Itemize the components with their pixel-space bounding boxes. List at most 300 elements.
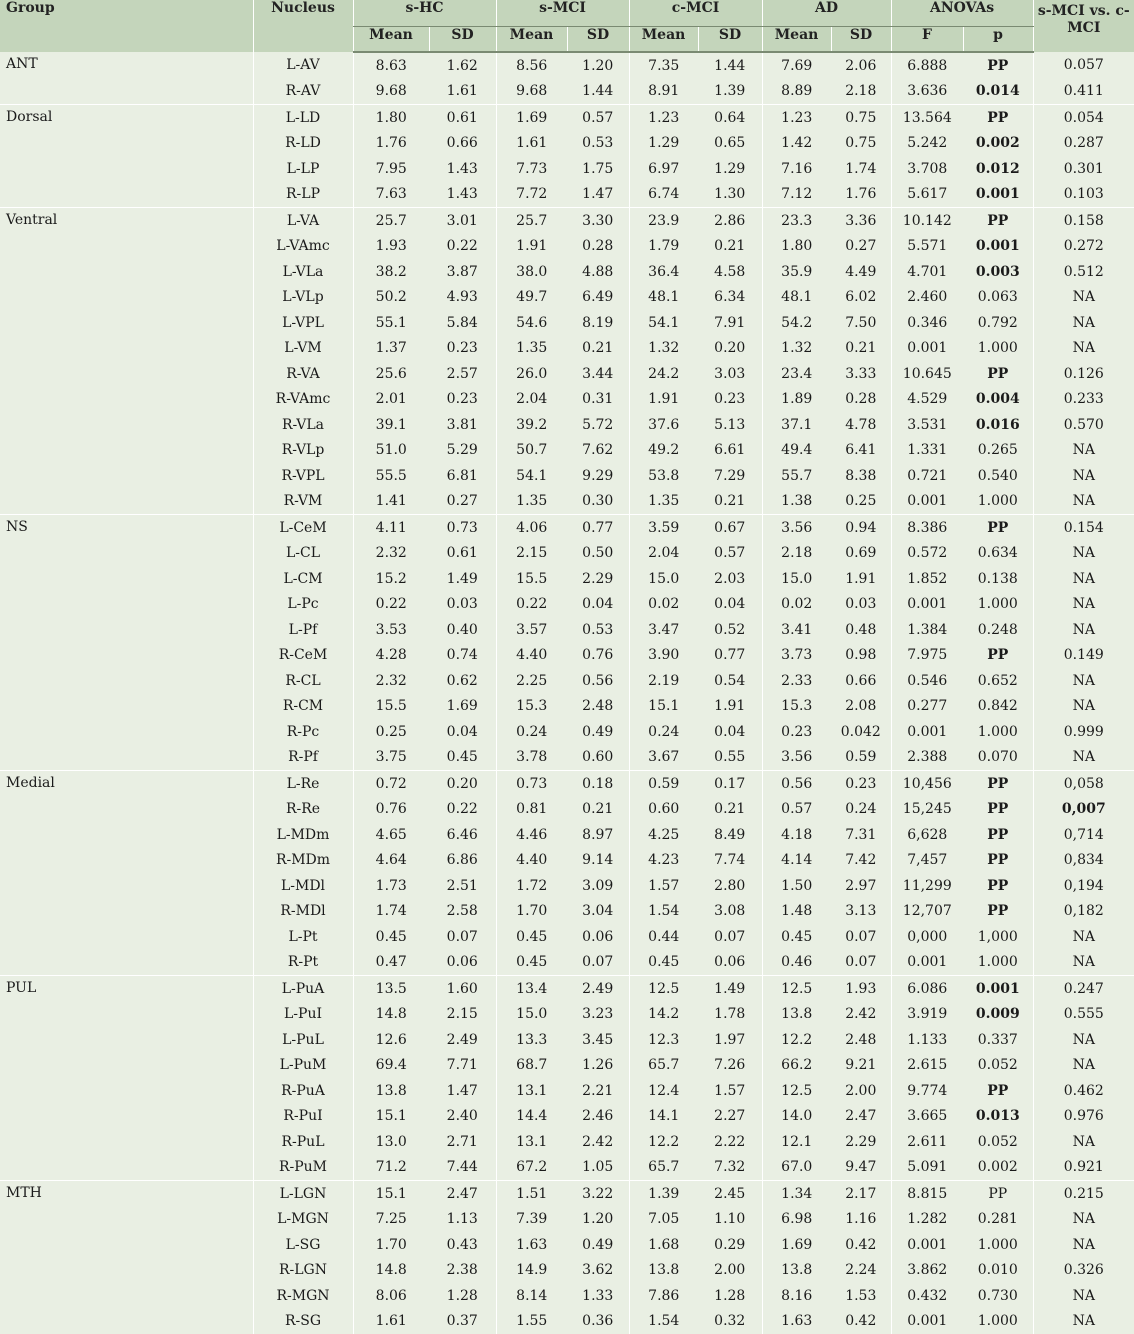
value-cell: 2.58	[429, 899, 496, 925]
anova-p-cell: 1.000	[963, 1232, 1033, 1258]
value-cell: 0.67	[698, 515, 762, 541]
value-cell: 4.46	[496, 822, 567, 848]
value-cell: 7.35	[629, 52, 698, 79]
value-cell: 0.76	[353, 797, 429, 823]
value-cell: 0.45	[629, 950, 698, 976]
value-cell: 23.3	[762, 208, 831, 234]
value-cell: 9.68	[353, 79, 429, 105]
anova-p-cell: PP	[963, 105, 1033, 131]
group-label: Dorsal	[0, 105, 253, 208]
group-label: NS	[0, 515, 253, 771]
value-cell: 13.3	[496, 1027, 567, 1053]
value-cell: 2.57	[429, 361, 496, 387]
anova-p-cell: 1.000	[963, 489, 1033, 515]
value-cell: 0.59	[831, 745, 891, 771]
value-cell: 2.00	[698, 1258, 762, 1284]
value-cell: 0.50	[567, 541, 629, 567]
value-cell: 12.1	[762, 1129, 831, 1155]
value-cell: 4.64	[353, 848, 429, 874]
value-cell: 1.55	[496, 1309, 567, 1334]
anova-f-cell: 0.001	[891, 592, 963, 618]
value-cell: 1.28	[429, 1283, 496, 1309]
anova-f-cell: 2.388	[891, 745, 963, 771]
value-cell: 3.62	[567, 1258, 629, 1284]
nucleus-cell: R-VLp	[253, 438, 353, 464]
smci-vs-cmci-cell: 0.326	[1033, 1258, 1134, 1284]
value-cell: 12.6	[353, 1027, 429, 1053]
value-cell: 0.56	[567, 668, 629, 694]
value-cell: 1.49	[429, 566, 496, 592]
anova-f-cell: 4.701	[891, 259, 963, 285]
value-cell: 15.5	[353, 694, 429, 720]
value-cell: 3.45	[567, 1027, 629, 1053]
value-cell: 6.61	[698, 438, 762, 464]
value-cell: 1.47	[429, 1078, 496, 1104]
anova-p-cell: 0.052	[963, 1129, 1033, 1155]
value-cell: 3.57	[496, 617, 567, 643]
nucleus-cell: L-Pc	[253, 592, 353, 618]
nucleus-cell: R-LGN	[253, 1258, 353, 1284]
value-cell: 3.87	[429, 259, 496, 285]
value-cell: 0.23	[429, 336, 496, 362]
value-cell: 1.47	[567, 182, 629, 208]
nucleus-cell: L-PuI	[253, 1002, 353, 1028]
value-cell: 65.7	[629, 1155, 698, 1181]
smci-vs-cmci-cell: NA	[1033, 1129, 1134, 1155]
value-cell: 38.0	[496, 259, 567, 285]
value-cell: 8.89	[762, 79, 831, 105]
value-cell: 13.1	[496, 1078, 567, 1104]
value-cell: 0.45	[496, 924, 567, 950]
value-cell: 4.06	[496, 515, 567, 541]
anova-p-cell: PP	[963, 361, 1033, 387]
value-cell: 1.91	[698, 694, 762, 720]
value-cell: 1.80	[353, 105, 429, 131]
value-cell: 7.72	[496, 182, 567, 208]
value-cell: 0.07	[429, 924, 496, 950]
value-cell: 13.8	[353, 1078, 429, 1104]
value-cell: 6.86	[429, 848, 496, 874]
value-cell: 54.1	[496, 463, 567, 489]
nucleus-cell: L-SG	[253, 1232, 353, 1258]
value-cell: 0.22	[496, 592, 567, 618]
smci-vs-cmci-cell: NA	[1033, 463, 1134, 489]
value-cell: 0.94	[831, 515, 891, 541]
value-cell: 1.32	[629, 336, 698, 362]
value-cell: 23.9	[629, 208, 698, 234]
value-cell: 1.54	[629, 899, 698, 925]
value-cell: 0.72	[353, 771, 429, 797]
nucleus-cell: R-Re	[253, 797, 353, 823]
smci-vs-cmci-cell: 0,714	[1033, 822, 1134, 848]
anova-f-cell: 6.888	[891, 52, 963, 79]
anova-f-cell: 6,628	[891, 822, 963, 848]
nucleus-cell: R-PuM	[253, 1155, 353, 1181]
value-cell: 1.76	[353, 131, 429, 157]
smci-vs-cmci-cell: 0.301	[1033, 156, 1134, 182]
value-cell: 7.16	[762, 156, 831, 182]
nucleus-cell: L-Re	[253, 771, 353, 797]
anova-p-cell: 1.000	[963, 1309, 1033, 1334]
smci-vs-cmci-cell: 0.103	[1033, 182, 1134, 208]
nucleus-cell: L-LD	[253, 105, 353, 131]
value-cell: 49.2	[629, 438, 698, 464]
value-cell: 0.81	[496, 797, 567, 823]
value-cell: 0.59	[629, 771, 698, 797]
value-cell: 0.042	[831, 719, 891, 745]
smci-vs-cmci-cell: 0,834	[1033, 848, 1134, 874]
value-cell: 39.2	[496, 412, 567, 438]
value-cell: 2.18	[762, 541, 831, 567]
value-cell: 1.63	[762, 1309, 831, 1334]
value-cell: 15.2	[353, 566, 429, 592]
value-cell: 23.4	[762, 361, 831, 387]
value-cell: 4.58	[698, 259, 762, 285]
value-cell: 1.39	[629, 1181, 698, 1207]
nucleus-cell: L-VM	[253, 336, 353, 362]
anova-p-cell: PP	[963, 208, 1033, 234]
value-cell: 0.06	[567, 924, 629, 950]
value-cell: 1.28	[698, 1283, 762, 1309]
anova-f-cell: 0.001	[891, 1309, 963, 1334]
value-cell: 1.44	[698, 52, 762, 79]
value-cell: 1.29	[629, 131, 698, 157]
value-cell: 1.57	[698, 1078, 762, 1104]
value-cell: 0.73	[429, 515, 496, 541]
value-cell: 2.06	[831, 52, 891, 79]
smci-vs-cmci-cell: 0.233	[1033, 387, 1134, 413]
value-cell: 2.51	[429, 873, 496, 899]
value-cell: 1.91	[629, 387, 698, 413]
value-cell: 0.07	[831, 924, 891, 950]
value-cell: 0.24	[629, 719, 698, 745]
value-cell: 49.7	[496, 285, 567, 311]
value-cell: 5.84	[429, 310, 496, 336]
sub-header: SD	[698, 27, 762, 53]
value-cell: 3.56	[762, 515, 831, 541]
smci-vs-cmci-cell: NA	[1033, 310, 1134, 336]
value-cell: 0.57	[698, 541, 762, 567]
value-cell: 67.0	[762, 1155, 831, 1181]
sub-header: SD	[831, 27, 891, 53]
anova-p-cell: PP	[963, 848, 1033, 874]
value-cell: 24.2	[629, 361, 698, 387]
value-cell: 0.21	[698, 797, 762, 823]
value-cell: 0.48	[831, 617, 891, 643]
nucleus-cell: R-PuI	[253, 1104, 353, 1130]
smci-vs-cmci-cell: NA	[1033, 1207, 1134, 1233]
value-cell: 0.27	[831, 234, 891, 260]
value-cell: 54.1	[629, 310, 698, 336]
smci-vs-cmci-cell: NA	[1033, 566, 1134, 592]
value-cell: 0.28	[831, 387, 891, 413]
value-cell: 0.04	[429, 719, 496, 745]
smci-vs-cmci-cell: NA	[1033, 336, 1134, 362]
anova-f-cell: 0.346	[891, 310, 963, 336]
value-cell: 0.42	[831, 1232, 891, 1258]
table-header	[0, 0, 1134, 52]
anova-p-cell: 0.337	[963, 1027, 1033, 1053]
smci-vs-cmci-cell: NA	[1033, 592, 1134, 618]
value-cell: 1.57	[629, 873, 698, 899]
value-cell: 0.64	[698, 105, 762, 131]
smci-vs-cmci-cell: NA	[1033, 489, 1134, 515]
smci-vs-cmci-cell: NA	[1033, 438, 1134, 464]
c-mci-header: c-MCI	[629, 0, 762, 27]
anova-f-cell: 0.001	[891, 489, 963, 515]
anova-p-cell: PP	[963, 873, 1033, 899]
value-cell: 2.97	[831, 873, 891, 899]
nucleus-cell: R-VLa	[253, 412, 353, 438]
nucleus-cell: L-PuM	[253, 1053, 353, 1079]
value-cell: 50.7	[496, 438, 567, 464]
value-cell: 0.21	[698, 489, 762, 515]
smci-vs-cmci-cell: NA	[1033, 617, 1134, 643]
value-cell: 1.63	[496, 1232, 567, 1258]
anova-f-cell: 11,299	[891, 873, 963, 899]
value-cell: 8.56	[496, 52, 567, 79]
value-cell: 1.34	[762, 1181, 831, 1207]
smci-vs-cmci-cell: NA	[1033, 1232, 1134, 1258]
value-cell: 3.41	[762, 617, 831, 643]
value-cell: 0.55	[698, 745, 762, 771]
nucleus-cell: L-Pt	[253, 924, 353, 950]
value-cell: 0.76	[567, 643, 629, 669]
nucleus-cell: L-PuA	[253, 976, 353, 1002]
value-cell: 0.25	[831, 489, 891, 515]
value-cell: 0.66	[831, 668, 891, 694]
s-mci-header: s-MCI	[496, 0, 629, 27]
value-cell: 15.3	[762, 694, 831, 720]
anova-p-cell: 0.002	[963, 1155, 1033, 1181]
value-cell: 5.13	[698, 412, 762, 438]
anova-p-cell: 0.634	[963, 541, 1033, 567]
group-label: MTH	[0, 1181, 253, 1334]
value-cell: 0.22	[353, 592, 429, 618]
value-cell: 8.49	[698, 822, 762, 848]
value-cell: 3.75	[353, 745, 429, 771]
nucleus-cell: L-VLp	[253, 285, 353, 311]
value-cell: 7.25	[353, 1207, 429, 1233]
value-cell: 2.32	[353, 541, 429, 567]
value-cell: 15.1	[353, 1104, 429, 1130]
anovas-header: ANOVAs	[891, 0, 1033, 27]
sub-header: SD	[429, 27, 496, 53]
value-cell: 7.05	[629, 1207, 698, 1233]
nucleus-cell: L-CM	[253, 566, 353, 592]
sub-header: Mean	[762, 27, 831, 53]
value-cell: 7.12	[762, 182, 831, 208]
value-cell: 2.17	[831, 1181, 891, 1207]
value-cell: 2.42	[567, 1129, 629, 1155]
value-cell: 12.5	[762, 976, 831, 1002]
value-cell: 1.79	[629, 234, 698, 260]
anova-p-cell: 0.052	[963, 1053, 1033, 1079]
value-cell: 1.29	[698, 156, 762, 182]
group-label: ANT	[0, 52, 253, 105]
value-cell: 0.04	[698, 592, 762, 618]
nucleus-cell: R-PuA	[253, 1078, 353, 1104]
anova-p-cell: PP	[963, 643, 1033, 669]
value-cell: 0.03	[429, 592, 496, 618]
value-cell: 0.21	[831, 336, 891, 362]
nucleus-cell: L-LGN	[253, 1181, 353, 1207]
value-cell: 12.5	[629, 976, 698, 1002]
anova-p-cell: 1.000	[963, 950, 1033, 976]
value-cell: 0.45	[496, 950, 567, 976]
smci-vs-cmci-cell: 0.247	[1033, 976, 1134, 1002]
value-cell: 1.97	[698, 1027, 762, 1053]
value-cell: 0.98	[831, 643, 891, 669]
value-cell: 8.63	[353, 52, 429, 79]
anova-f-cell: 12,707	[891, 899, 963, 925]
smci-vs-cmci-cell: 0.555	[1033, 1002, 1134, 1028]
value-cell: 15.1	[629, 694, 698, 720]
value-cell: 1.80	[762, 234, 831, 260]
value-cell: 0.02	[762, 592, 831, 618]
value-cell: 12.4	[629, 1078, 698, 1104]
value-cell: 12.2	[629, 1129, 698, 1155]
anova-f-cell: 15,245	[891, 797, 963, 823]
value-cell: 1.35	[496, 336, 567, 362]
value-cell: 9.29	[567, 463, 629, 489]
anova-p-cell: PP	[963, 822, 1033, 848]
value-cell: 8.06	[353, 1283, 429, 1309]
nucleus-cell: L-LP	[253, 156, 353, 182]
value-cell: 1.53	[831, 1283, 891, 1309]
value-cell: 0.36	[567, 1309, 629, 1334]
value-cell: 2.48	[831, 1027, 891, 1053]
value-cell: 3.03	[698, 361, 762, 387]
group-header: Group	[0, 0, 253, 52]
smci-vs-cmci-cell: 0.411	[1033, 79, 1134, 105]
smci-vs-cmci-cell: 0.999	[1033, 719, 1134, 745]
value-cell: 2.24	[831, 1258, 891, 1284]
value-cell: 1.51	[496, 1181, 567, 1207]
smci-vs-cmci-cell: NA	[1033, 1283, 1134, 1309]
value-cell: 0.49	[567, 719, 629, 745]
value-cell: 4.18	[762, 822, 831, 848]
value-cell: 0.42	[831, 1309, 891, 1334]
nucleus-cell: R-LP	[253, 182, 353, 208]
value-cell: 1.35	[496, 489, 567, 515]
value-cell: 15.0	[629, 566, 698, 592]
value-cell: 1.20	[567, 52, 629, 79]
value-cell: 2.01	[353, 387, 429, 413]
value-cell: 6.81	[429, 463, 496, 489]
value-cell: 1.60	[429, 976, 496, 1002]
smci-vs-cmci-cell: NA	[1033, 541, 1134, 567]
value-cell: 1.91	[831, 566, 891, 592]
value-cell: 8.19	[567, 310, 629, 336]
value-cell: 1.75	[567, 156, 629, 182]
value-cell: 0.31	[567, 387, 629, 413]
value-cell: 1.44	[567, 79, 629, 105]
value-cell: 7.91	[698, 310, 762, 336]
anova-p-cell: PP	[963, 1078, 1033, 1104]
nucleus-cell: R-PuL	[253, 1129, 353, 1155]
value-cell: 1.41	[353, 489, 429, 515]
value-cell: 0.22	[429, 797, 496, 823]
smci-vs-cmci-cell: 0.158	[1033, 208, 1134, 234]
value-cell: 0.23	[762, 719, 831, 745]
value-cell: 1.91	[496, 234, 567, 260]
anova-p-cell: 0.010	[963, 1258, 1033, 1284]
anova-f-cell: 5.617	[891, 182, 963, 208]
value-cell: 7.26	[698, 1053, 762, 1079]
value-cell: 49.4	[762, 438, 831, 464]
value-cell: 2.15	[496, 541, 567, 567]
value-cell: 7.29	[698, 463, 762, 489]
smci-vs-cmci-cell: 0.287	[1033, 131, 1134, 157]
value-cell: 2.33	[762, 668, 831, 694]
anova-f-cell: 2.460	[891, 285, 963, 311]
nucleus-cell: R-VAmc	[253, 387, 353, 413]
value-cell: 0.57	[762, 797, 831, 823]
anova-p-cell: 0.004	[963, 387, 1033, 413]
anova-f-cell: 13.564	[891, 105, 963, 131]
value-cell: 15.0	[496, 1002, 567, 1028]
anova-f-cell: 3.862	[891, 1258, 963, 1284]
anova-p-cell: 0.009	[963, 1002, 1033, 1028]
anova-p-cell: 0.016	[963, 412, 1033, 438]
value-cell: 2.22	[698, 1129, 762, 1155]
smci-vs-cmci-cell: NA	[1033, 1027, 1134, 1053]
value-cell: 67.2	[496, 1155, 567, 1181]
value-cell: 0.30	[567, 489, 629, 515]
value-cell: 1.38	[762, 489, 831, 515]
value-cell: 0.25	[353, 719, 429, 745]
nucleus-cell: L-AV	[253, 52, 353, 79]
anova-f-cell: 3.665	[891, 1104, 963, 1130]
value-cell: 2.47	[429, 1181, 496, 1207]
value-cell: 1.74	[353, 899, 429, 925]
value-cell: 0.45	[353, 924, 429, 950]
value-cell: 15.0	[762, 566, 831, 592]
value-cell: 0.21	[567, 336, 629, 362]
value-cell: 9.68	[496, 79, 567, 105]
value-cell: 0.61	[429, 541, 496, 567]
smci-vs-cmci-cell: 0,194	[1033, 873, 1134, 899]
value-cell: 15.5	[496, 566, 567, 592]
value-cell: 65.7	[629, 1053, 698, 1079]
value-cell: 8.38	[831, 463, 891, 489]
value-cell: 0.49	[567, 1232, 629, 1258]
smci-vs-cmci-cell: 0.462	[1033, 1078, 1134, 1104]
value-cell: 4.28	[353, 643, 429, 669]
value-cell: 1.16	[831, 1207, 891, 1233]
value-cell: 13.8	[762, 1258, 831, 1284]
value-cell: 1.70	[496, 899, 567, 925]
value-cell: 0.43	[429, 1232, 496, 1258]
value-cell: 0.07	[567, 950, 629, 976]
anova-p-cell: 1.000	[963, 719, 1033, 745]
value-cell: 0.06	[429, 950, 496, 976]
value-cell: 3.67	[629, 745, 698, 771]
nucleus-cell: L-MGN	[253, 1207, 353, 1233]
value-cell: 8.91	[629, 79, 698, 105]
value-cell: 54.2	[762, 310, 831, 336]
smci-vs-cmci-cell: NA	[1033, 668, 1134, 694]
anova-p-cell: 1,000	[963, 924, 1033, 950]
anova-p-cell: 0.248	[963, 617, 1033, 643]
value-cell: 0.74	[429, 643, 496, 669]
value-cell: 50.2	[353, 285, 429, 311]
value-cell: 4.88	[567, 259, 629, 285]
value-cell: 7.62	[567, 438, 629, 464]
smci-vs-cmci-cell: NA	[1033, 924, 1134, 950]
anova-f-cell: 1.331	[891, 438, 963, 464]
